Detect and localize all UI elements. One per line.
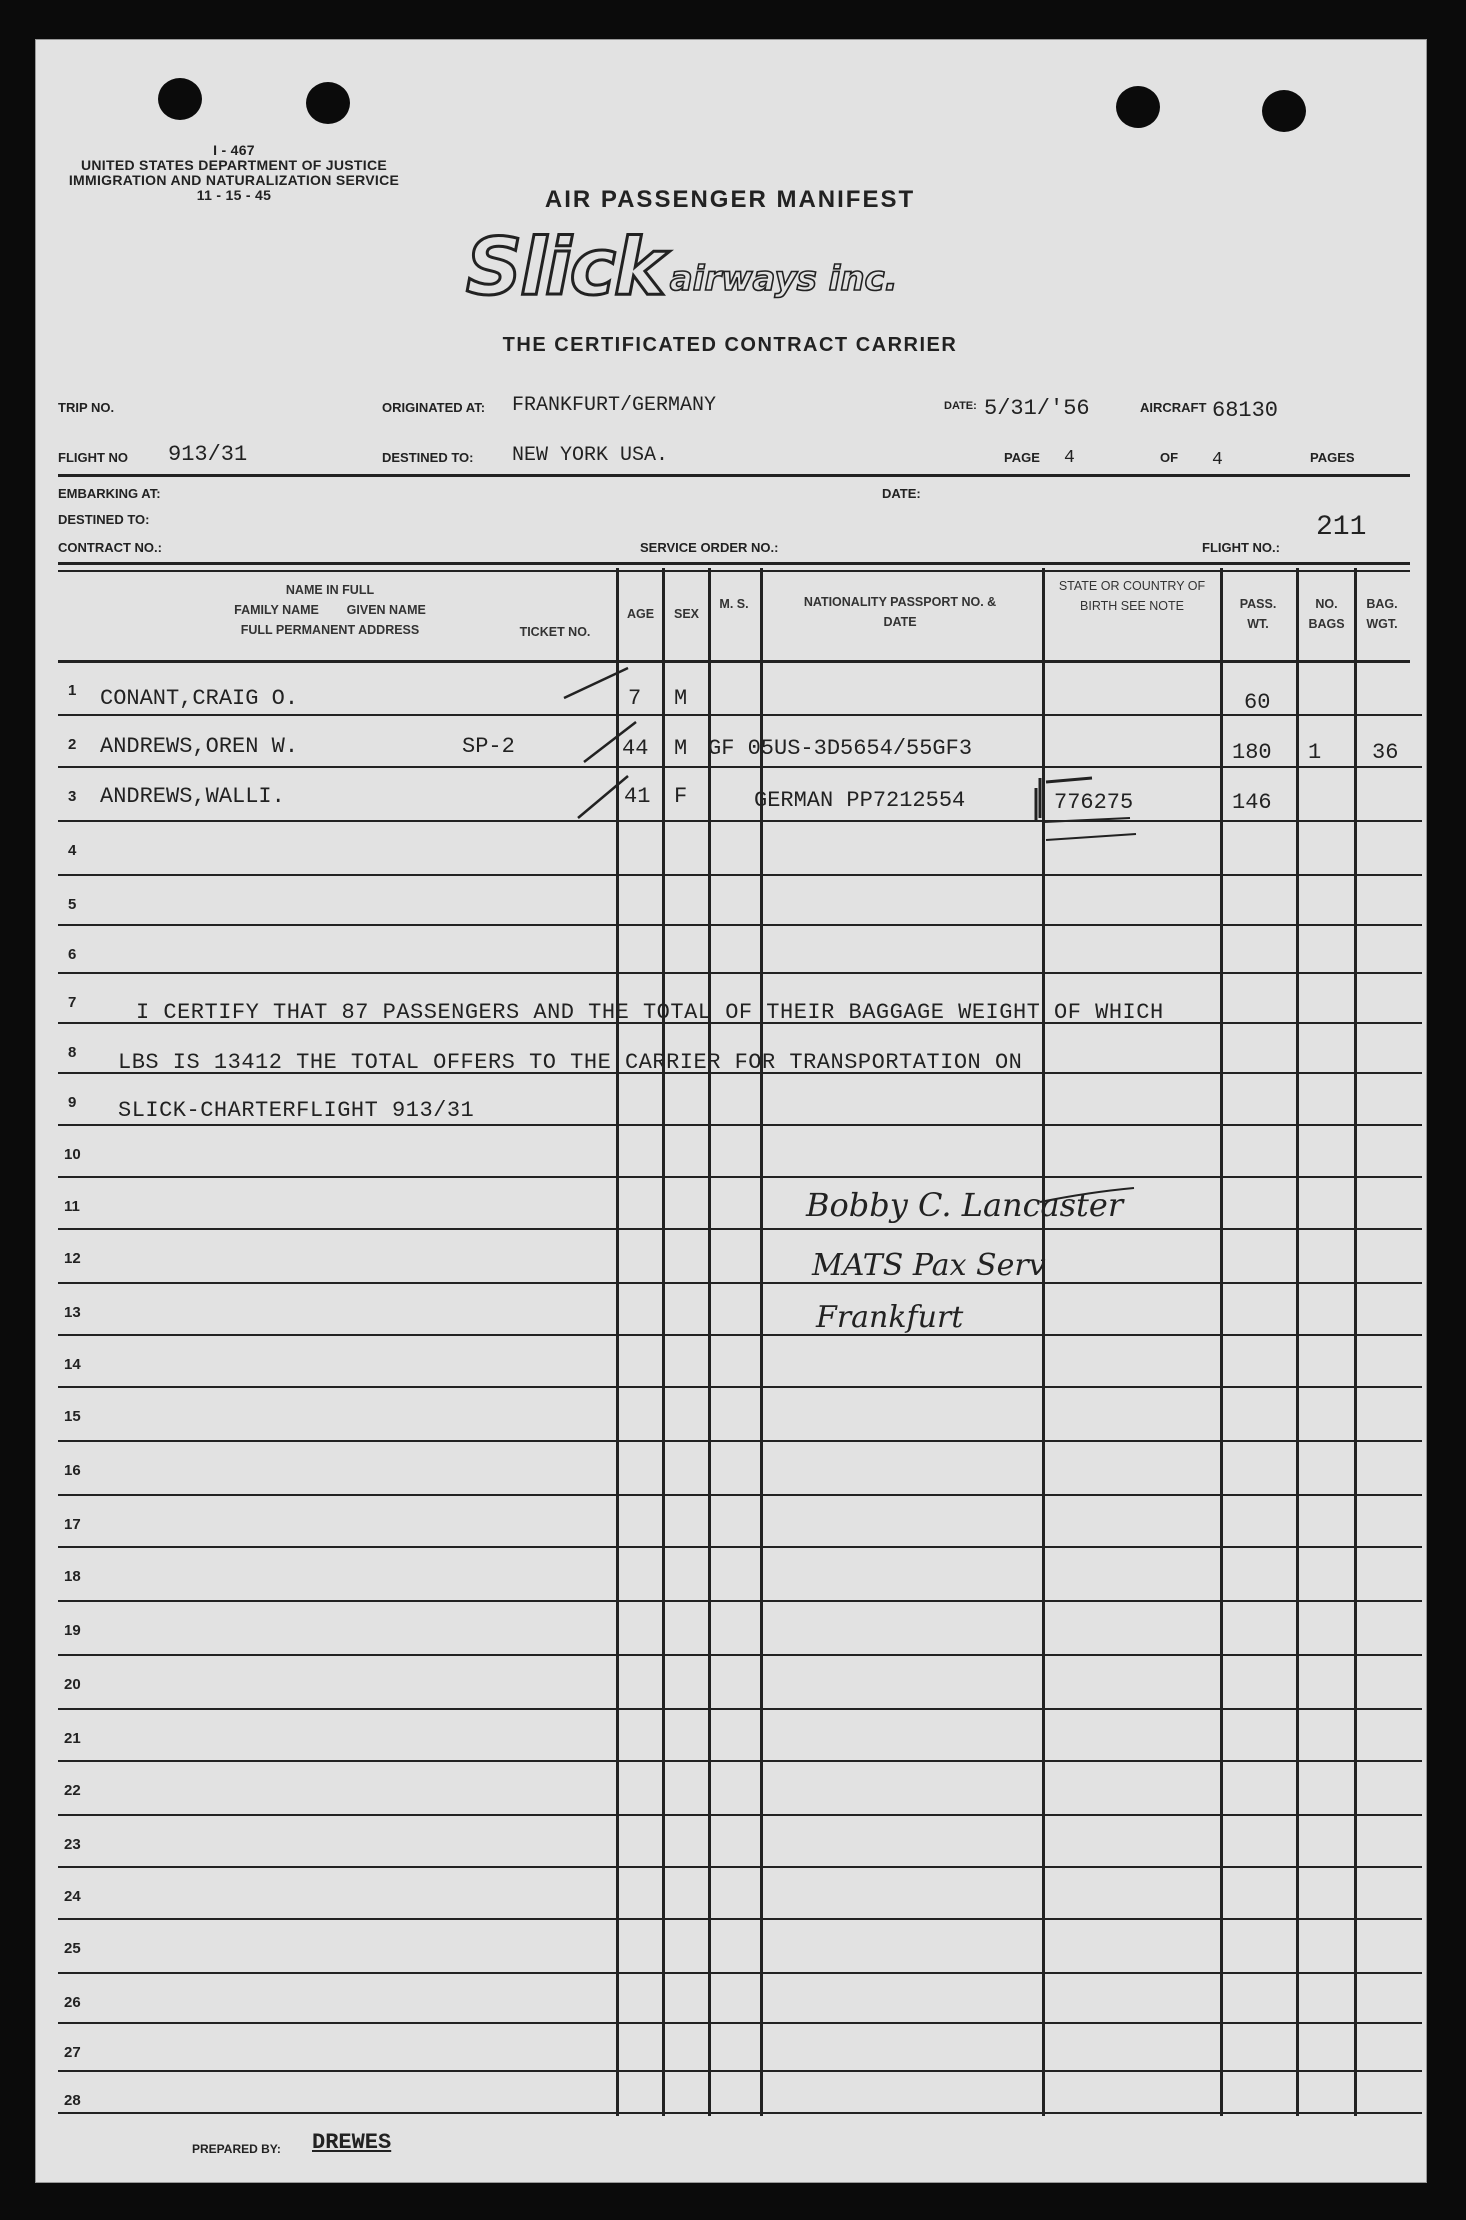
colhead-ticket: TICKET NO. xyxy=(519,625,591,639)
passenger-age: 7 xyxy=(628,686,642,711)
row-line xyxy=(58,924,1422,926)
passenger-age: 41 xyxy=(624,784,651,809)
col-divider-ms xyxy=(708,568,711,2116)
row-number: 21 xyxy=(64,1730,81,1747)
row-line xyxy=(58,1440,1422,1442)
row-number: 9 xyxy=(68,1094,77,1111)
passenger-name: ANDREWS,OREN W. xyxy=(100,734,299,759)
passenger-nationality: GERMAN PP7212554 xyxy=(754,788,966,813)
carrier-logo xyxy=(466,223,898,313)
passenger-weight: 146 xyxy=(1232,790,1272,815)
row-number: 1 xyxy=(68,682,77,699)
prepared-by-value: DREWES xyxy=(312,2130,392,2155)
row-number: 19 xyxy=(64,1622,81,1639)
colhead-name xyxy=(140,580,520,640)
row-number: 14 xyxy=(64,1356,81,1373)
row-number: 27 xyxy=(64,2044,81,2061)
row-line xyxy=(58,1866,1422,1868)
row-number: 18 xyxy=(64,1568,81,1585)
passenger-age: 44 xyxy=(622,736,649,761)
passenger-nationality: GF 05US-3D5654/55GF3 xyxy=(708,736,973,761)
row-line xyxy=(58,1334,1422,1336)
row-number: 15 xyxy=(64,1408,81,1425)
date2-label: DATE: xyxy=(882,486,921,501)
row-line xyxy=(58,2070,1422,2072)
service-order-label: SERVICE ORDER NO.: xyxy=(640,540,779,555)
passenger-sex: F xyxy=(674,784,688,809)
page-value: 4 xyxy=(1064,448,1075,468)
passenger-bag-weight: 36 xyxy=(1372,740,1399,765)
colhead-bags: NO. BAGS xyxy=(1308,597,1345,631)
row-number: 25 xyxy=(64,1940,81,1957)
signature-location: Frankfurt xyxy=(816,1300,964,1335)
row-line xyxy=(58,1282,1422,1284)
passenger-birth: 776275 xyxy=(1054,790,1134,815)
row-number: 7 xyxy=(68,994,77,1011)
passenger-name: ANDREWS,WALLI. xyxy=(100,784,285,809)
punch-hole xyxy=(1116,86,1160,128)
row-line xyxy=(58,972,1422,974)
passenger-sex: M xyxy=(674,686,688,711)
colhead-name-line1: NAME IN FULL xyxy=(285,583,375,597)
row-number: 28 xyxy=(64,2092,81,2109)
row-line xyxy=(58,874,1422,876)
row-line xyxy=(58,1972,1422,1974)
row-line xyxy=(58,766,1422,768)
table-header-bottom xyxy=(58,660,1410,663)
colhead-age: AGE xyxy=(626,607,655,621)
row-line xyxy=(58,1654,1422,1656)
logo-slick: Slick xyxy=(466,223,664,313)
row-line xyxy=(58,1494,1422,1496)
page-label: PAGE xyxy=(1004,450,1040,465)
form-date: 11 - 15 - 45 xyxy=(196,187,272,203)
row-line xyxy=(58,1760,1422,1762)
passenger-weight: 60 xyxy=(1244,690,1271,715)
row-line xyxy=(58,1228,1422,1230)
col-divider-birth xyxy=(1042,568,1045,2116)
manifest-title: AIR PASSENGER MANIFEST xyxy=(544,186,916,213)
row-line xyxy=(58,820,1422,822)
row-line xyxy=(58,2112,1422,2114)
agency-line-2: IMMIGRATION AND NATURALIZATION SERVICE xyxy=(68,172,400,188)
row-number: 2 xyxy=(68,736,77,753)
row-line xyxy=(58,1708,1422,1710)
of-label: OF xyxy=(1160,450,1179,465)
col-divider-passwt xyxy=(1220,568,1223,2116)
certification-line-2: LBS IS 13412 THE TOTAL OFFERS TO THE CARRIER FOR TRANSPORTATION ON xyxy=(118,1050,1023,1075)
row-line xyxy=(58,1918,1422,1920)
col-divider-sex xyxy=(662,568,665,2116)
passenger-sex: M xyxy=(674,736,688,761)
table-top-border xyxy=(58,562,1410,565)
aircraft-label: AIRCRAFT xyxy=(1140,400,1207,415)
destined2-label: DESTINED TO: xyxy=(58,512,150,527)
row-number: 16 xyxy=(64,1462,81,1479)
certification-line-1: I CERTIFY THAT 87 PASSENGERS AND THE TOTAL OF THEIR BAGGAGE WEIGHT OF WHICH xyxy=(136,1000,1164,1025)
row-line xyxy=(58,1176,1422,1178)
row-number: 8 xyxy=(68,1044,77,1061)
embarking-label: EMBARKING AT: xyxy=(58,486,161,501)
row-line xyxy=(58,2022,1422,2024)
flight-no-label: FLIGHT NO xyxy=(58,450,129,465)
row-number: 5 xyxy=(68,896,77,913)
col-divider-bagwgt xyxy=(1354,568,1357,2116)
row-number: 24 xyxy=(64,1888,81,1905)
flight-no-value: 913/31 xyxy=(168,442,248,467)
row-number: 17 xyxy=(64,1516,81,1533)
col-divider-bags xyxy=(1296,568,1299,2116)
col-divider-age xyxy=(616,568,619,2116)
originated-label: ORIGINATED AT: xyxy=(382,400,486,415)
flight-no2-label: FLIGHT NO.: xyxy=(1202,540,1280,555)
colhead-passwt: PASS. WT. xyxy=(1239,597,1277,631)
carrier-subtitle: THE CERTIFICATED CONTRACT CARRIER xyxy=(502,334,958,356)
date-value: 5/31/'56 xyxy=(984,396,1090,421)
signature-title: MATS Pax Serv xyxy=(812,1248,1046,1283)
row-line xyxy=(58,1386,1422,1388)
row-number: 13 xyxy=(64,1304,81,1321)
row-number: 22 xyxy=(64,1782,81,1799)
row-number: 11 xyxy=(64,1198,80,1215)
row-line xyxy=(58,1546,1422,1548)
trip-no-label: TRIP NO. xyxy=(58,400,115,415)
row-number: 20 xyxy=(64,1676,81,1693)
colhead-name-line3: FULL PERMANENT ADDRESS xyxy=(240,623,420,637)
table-top-border-2 xyxy=(58,570,1410,572)
destined-value: NEW YORK USA. xyxy=(512,444,669,467)
aircraft-value: 68130 xyxy=(1212,398,1279,423)
colhead-name-line2: FAMILY NAME GIVEN NAME xyxy=(234,603,426,617)
colhead-birth: STATE OR COUNTRY OF BIRTH SEE NOTE xyxy=(1058,579,1206,613)
signature-name: Bobby C. Lancaster xyxy=(806,1186,1124,1224)
colhead-nationality: NATIONALITY PASSPORT NO. & DATE xyxy=(803,595,997,629)
header-divider xyxy=(58,474,1410,477)
of-value: 4 xyxy=(1212,450,1223,470)
passenger-bags: 1 xyxy=(1308,740,1322,765)
flight-no2-value: 211 xyxy=(1316,512,1367,543)
row-number: 6 xyxy=(68,946,77,963)
colhead-ms: M. S. xyxy=(719,597,749,611)
colhead-sex: SEX xyxy=(673,607,699,621)
row-line xyxy=(58,1124,1422,1126)
agency-line-1: UNITED STATES DEPARTMENT OF JUSTICE xyxy=(80,157,388,173)
punch-hole xyxy=(306,82,350,124)
row-number: 12 xyxy=(64,1250,81,1267)
certification-line-3: SLICK-CHARTERFLIGHT 913/31 xyxy=(118,1098,475,1123)
row-line xyxy=(58,714,1422,716)
prepared-by-label: PREPARED BY: xyxy=(192,2142,281,2156)
passenger-ticket: SP-2 xyxy=(462,734,515,759)
row-line xyxy=(58,1600,1422,1602)
originated-value: FRANKFURT/GERMANY xyxy=(512,394,717,417)
destined-label: DESTINED TO: xyxy=(382,450,474,465)
punch-hole xyxy=(158,78,202,120)
row-number: 3 xyxy=(68,788,77,805)
row-number: 4 xyxy=(68,842,77,859)
contract-label: CONTRACT NO.: xyxy=(58,540,162,555)
row-line xyxy=(58,1814,1422,1816)
row-number: 23 xyxy=(64,1836,81,1853)
passenger-name: CONANT,CRAIG O. xyxy=(100,686,299,711)
passenger-weight: 180 xyxy=(1232,740,1272,765)
date-label: DATE: xyxy=(944,400,977,412)
row-number: 26 xyxy=(64,1994,81,2011)
form-number: I - 467 xyxy=(213,142,255,158)
punch-hole xyxy=(1262,90,1306,132)
pages-label: PAGES xyxy=(1310,450,1355,465)
row-number: 10 xyxy=(64,1146,81,1163)
logo-airways: airways inc. xyxy=(669,259,898,299)
colhead-bagwgt: BAG. WGT. xyxy=(1366,597,1398,631)
